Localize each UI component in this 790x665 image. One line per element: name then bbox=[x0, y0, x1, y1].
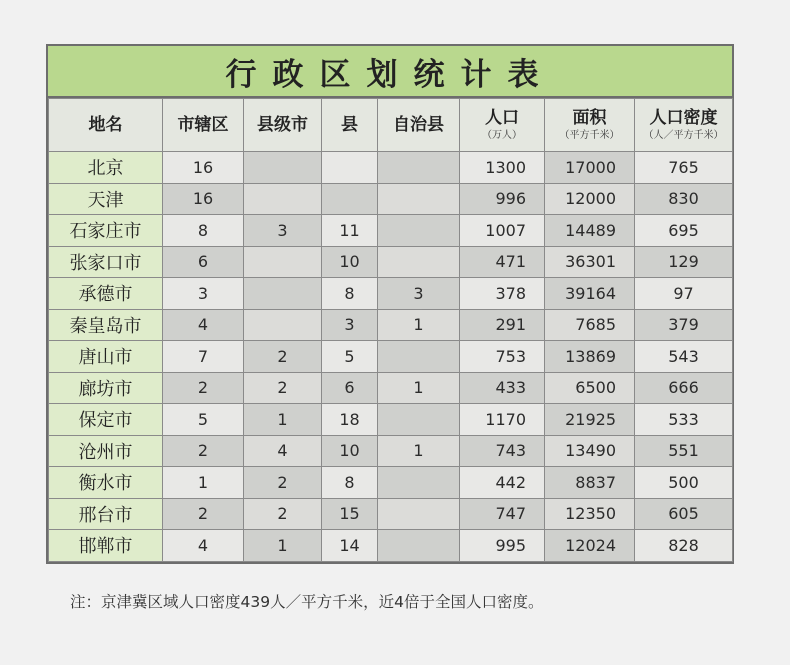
header-area-unit: （平方千米） bbox=[559, 129, 620, 141]
cell-density: 379 bbox=[635, 309, 733, 341]
table-title: 行政区划统计表 bbox=[48, 46, 732, 98]
cell-name: 承德市 bbox=[49, 278, 163, 310]
header-population-unit: （万人） bbox=[482, 129, 522, 141]
cell-name: 保定市 bbox=[49, 404, 163, 436]
cell-counties: 5 bbox=[322, 341, 378, 373]
table-row bbox=[49, 435, 733, 467]
table-row bbox=[49, 215, 733, 247]
cell-population: 995 bbox=[460, 530, 545, 562]
cell-districts: 7 bbox=[163, 341, 244, 373]
cell-counties bbox=[322, 152, 378, 184]
statistics-sheet bbox=[46, 44, 734, 564]
cell-area: 13869 bbox=[545, 341, 635, 373]
cell-name: 邢台市 bbox=[49, 498, 163, 530]
table-row bbox=[49, 530, 733, 562]
header-districts: 市辖区 bbox=[163, 99, 244, 152]
cell-area: 14489 bbox=[545, 215, 635, 247]
cell-density: 551 bbox=[635, 435, 733, 467]
cell-density: 605 bbox=[635, 498, 733, 530]
header-area-label: 面积 bbox=[572, 108, 607, 129]
cell-density: 765 bbox=[635, 152, 733, 184]
cell-area: 12024 bbox=[545, 530, 635, 562]
cell-autonomous bbox=[378, 246, 460, 278]
cell-population: 1170 bbox=[460, 404, 545, 436]
cell-autonomous bbox=[378, 341, 460, 373]
cell-autonomous bbox=[378, 152, 460, 184]
cell-autonomous bbox=[378, 530, 460, 562]
cell-county-cities: 2 bbox=[244, 372, 322, 404]
cell-county-cities bbox=[244, 183, 322, 215]
cell-autonomous: 1 bbox=[378, 372, 460, 404]
cell-county-cities: 1 bbox=[244, 530, 322, 562]
cell-districts: 5 bbox=[163, 404, 244, 436]
cell-population: 471 bbox=[460, 246, 545, 278]
table-row bbox=[49, 404, 733, 436]
cell-counties: 11 bbox=[322, 215, 378, 247]
header-counties: 县 bbox=[322, 99, 378, 152]
cell-autonomous: 1 bbox=[378, 435, 460, 467]
table-row bbox=[49, 246, 733, 278]
cell-counties: 18 bbox=[322, 404, 378, 436]
cell-districts: 16 bbox=[163, 152, 244, 184]
cell-county-cities: 1 bbox=[244, 404, 322, 436]
header-area bbox=[545, 99, 635, 152]
cell-population: 1300 bbox=[460, 152, 545, 184]
cell-autonomous bbox=[378, 404, 460, 436]
cell-area: 12350 bbox=[545, 498, 635, 530]
cell-districts: 6 bbox=[163, 246, 244, 278]
cell-county-cities bbox=[244, 246, 322, 278]
table-body bbox=[49, 152, 733, 562]
cell-county-cities: 2 bbox=[244, 341, 322, 373]
cell-autonomous bbox=[378, 215, 460, 247]
table-row bbox=[49, 467, 733, 499]
cell-population: 996 bbox=[460, 183, 545, 215]
cell-population: 378 bbox=[460, 278, 545, 310]
cell-districts: 2 bbox=[163, 435, 244, 467]
cell-districts: 1 bbox=[163, 467, 244, 499]
header-population-label: 人口 bbox=[485, 108, 519, 129]
cell-name: 沧州市 bbox=[49, 435, 163, 467]
cell-area: 8837 bbox=[545, 467, 635, 499]
cell-name: 北京 bbox=[49, 152, 163, 184]
header-density-unit: （人／平方千米） bbox=[643, 129, 724, 141]
cell-area: 6500 bbox=[545, 372, 635, 404]
cell-density: 828 bbox=[635, 530, 733, 562]
cell-name: 石家庄市 bbox=[49, 215, 163, 247]
cell-density: 533 bbox=[635, 404, 733, 436]
cell-counties: 14 bbox=[322, 530, 378, 562]
cell-density: 97 bbox=[635, 278, 733, 310]
cell-autonomous: 3 bbox=[378, 278, 460, 310]
cell-districts: 4 bbox=[163, 530, 244, 562]
cell-districts: 8 bbox=[163, 215, 244, 247]
cell-population: 291 bbox=[460, 309, 545, 341]
cell-county-cities: 2 bbox=[244, 498, 322, 530]
cell-county-cities: 4 bbox=[244, 435, 322, 467]
cell-density: 695 bbox=[635, 215, 733, 247]
cell-name: 衡水市 bbox=[49, 467, 163, 499]
table-row bbox=[49, 152, 733, 184]
cell-density: 666 bbox=[635, 372, 733, 404]
cell-counties: 8 bbox=[322, 467, 378, 499]
cell-autonomous: 1 bbox=[378, 309, 460, 341]
cell-density: 500 bbox=[635, 467, 733, 499]
cell-autonomous bbox=[378, 183, 460, 215]
cell-density: 543 bbox=[635, 341, 733, 373]
header-autonomous: 自治县 bbox=[378, 99, 460, 152]
cell-population: 1007 bbox=[460, 215, 545, 247]
cell-county-cities bbox=[244, 309, 322, 341]
cell-counties bbox=[322, 183, 378, 215]
table-row bbox=[49, 372, 733, 404]
cell-population: 442 bbox=[460, 467, 545, 499]
cell-districts: 2 bbox=[163, 372, 244, 404]
header-name: 地名 bbox=[49, 99, 163, 152]
header-county-cities: 县级市 bbox=[244, 99, 322, 152]
cell-counties: 10 bbox=[322, 435, 378, 467]
admin-division-table bbox=[48, 98, 733, 562]
cell-area: 21925 bbox=[545, 404, 635, 436]
cell-districts: 2 bbox=[163, 498, 244, 530]
cell-counties: 8 bbox=[322, 278, 378, 310]
header-density bbox=[635, 99, 733, 152]
cell-density: 830 bbox=[635, 183, 733, 215]
cell-counties: 15 bbox=[322, 498, 378, 530]
cell-name: 邯郸市 bbox=[49, 530, 163, 562]
cell-autonomous bbox=[378, 467, 460, 499]
table-row bbox=[49, 278, 733, 310]
table-row bbox=[49, 309, 733, 341]
cell-density: 129 bbox=[635, 246, 733, 278]
cell-autonomous bbox=[378, 498, 460, 530]
cell-districts: 16 bbox=[163, 183, 244, 215]
cell-population: 433 bbox=[460, 372, 545, 404]
cell-area: 17000 bbox=[545, 152, 635, 184]
cell-population: 747 bbox=[460, 498, 545, 530]
header-density-label: 人口密度 bbox=[649, 108, 718, 129]
cell-districts: 3 bbox=[163, 278, 244, 310]
cell-counties: 3 bbox=[322, 309, 378, 341]
cell-name: 张家口市 bbox=[49, 246, 163, 278]
cell-name: 天津 bbox=[49, 183, 163, 215]
cell-area: 13490 bbox=[545, 435, 635, 467]
header-population bbox=[460, 99, 545, 152]
table-row bbox=[49, 183, 733, 215]
cell-area: 39164 bbox=[545, 278, 635, 310]
cell-area: 12000 bbox=[545, 183, 635, 215]
cell-county-cities bbox=[244, 278, 322, 310]
footnote: 注：京津冀区域人口密度439人／平方千米，近4倍于全国人口密度。 bbox=[70, 593, 544, 611]
cell-population: 743 bbox=[460, 435, 545, 467]
cell-counties: 10 bbox=[322, 246, 378, 278]
cell-name: 秦皇岛市 bbox=[49, 309, 163, 341]
cell-county-cities: 2 bbox=[244, 467, 322, 499]
cell-county-cities bbox=[244, 152, 322, 184]
cell-area: 36301 bbox=[545, 246, 635, 278]
cell-districts: 4 bbox=[163, 309, 244, 341]
cell-county-cities: 3 bbox=[244, 215, 322, 247]
table-row bbox=[49, 341, 733, 373]
header-row bbox=[49, 99, 733, 152]
cell-counties: 6 bbox=[322, 372, 378, 404]
cell-population: 753 bbox=[460, 341, 545, 373]
cell-name: 廊坊市 bbox=[49, 372, 163, 404]
cell-area: 7685 bbox=[545, 309, 635, 341]
table-row bbox=[49, 498, 733, 530]
cell-name: 唐山市 bbox=[49, 341, 163, 373]
